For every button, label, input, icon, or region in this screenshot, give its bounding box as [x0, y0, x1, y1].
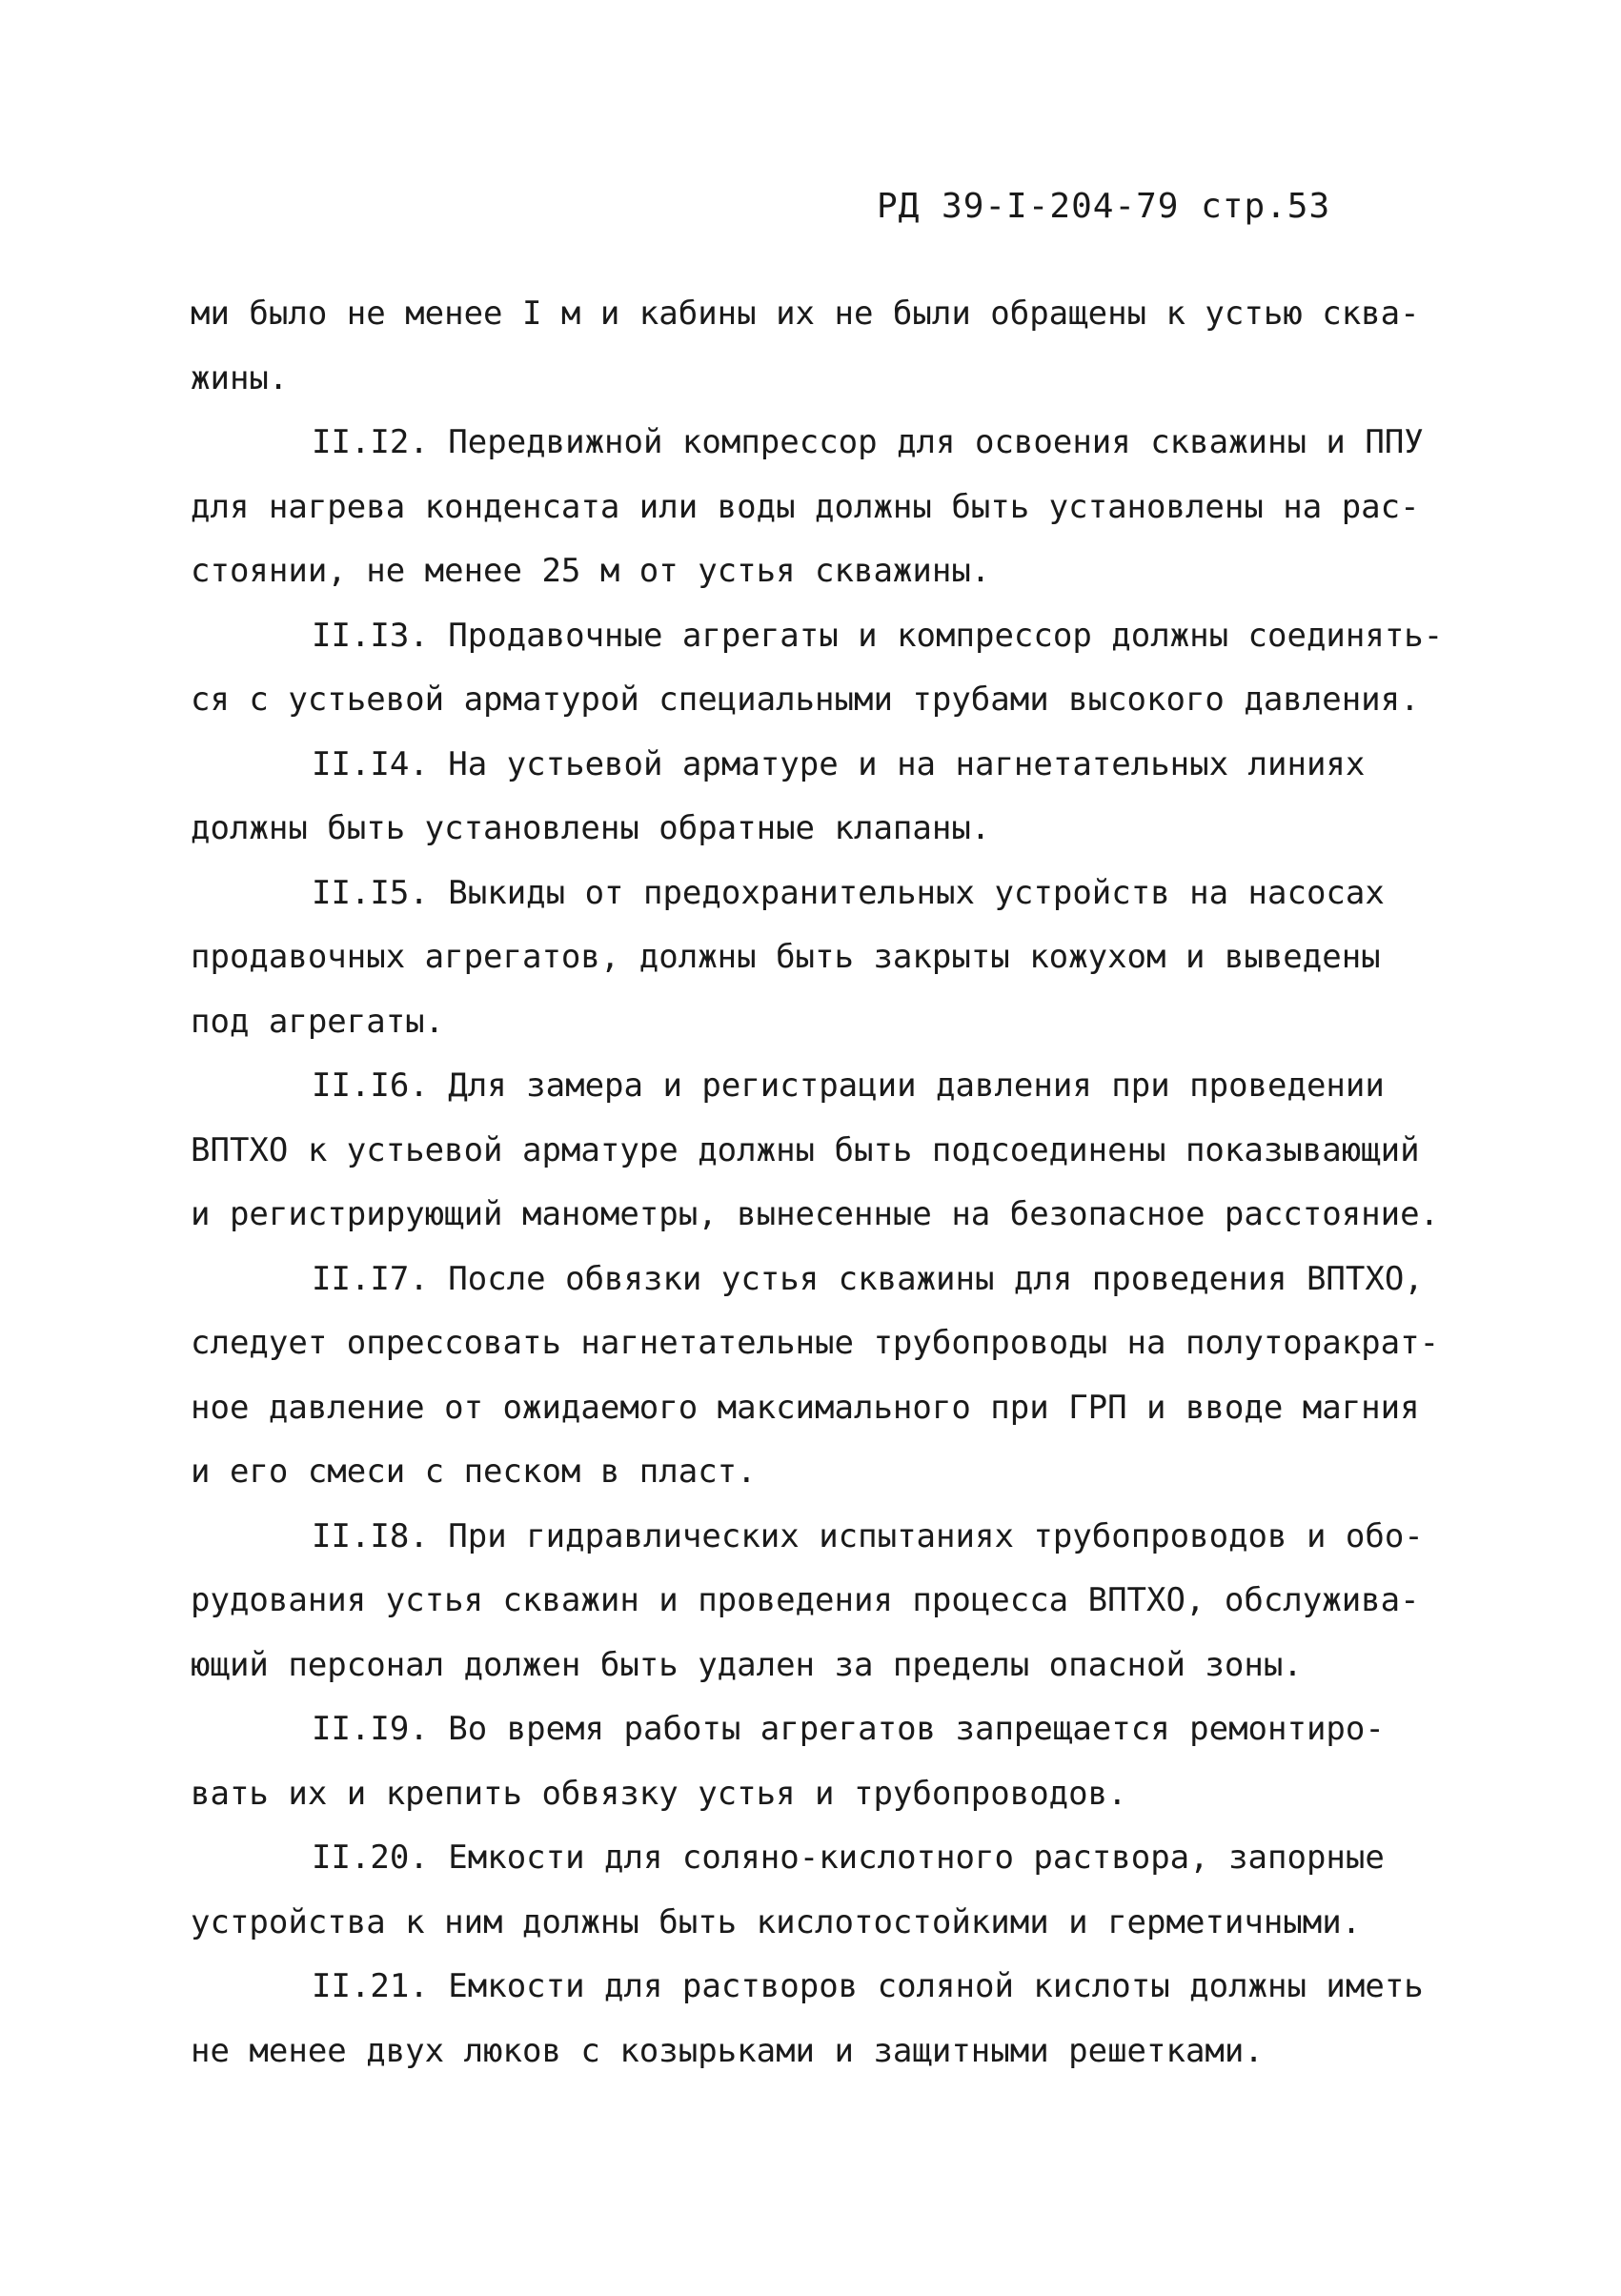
text-line: следует опрессовать нагнетательные трубопроводы на полуторакрат- — [191, 1324, 1440, 1362]
document-body — [191, 282, 1449, 2083]
text-line: ся с устьевой арматурой специальными трубами высокого давления. — [191, 681, 1420, 719]
text-line: для нагрева конденсата или воды должны быть установлены на рас- — [191, 487, 1420, 526]
text-line: вать их и крепить обвязку устья и трубопроводов. — [191, 1774, 1127, 1813]
text-line: стоянии, не менее 25 м от устья скважины. — [191, 552, 991, 590]
text-line: под агрегаты. — [191, 1002, 445, 1041]
text-line: рудования устья скважин и проведения процесса ВПТХО, обслужива- — [191, 1581, 1420, 1619]
page-header: РД 39-I-204-79 стр.53 — [877, 187, 1331, 226]
text-line: II.I6. Для замера и регистрации давления при проведении — [312, 1067, 1385, 1105]
paragraph-11-18 — [191, 1505, 1449, 1698]
text-line: II.I8. При гидравлических испытаниях трубопроводов и обо- — [312, 1516, 1424, 1555]
paragraph-11-14 — [191, 733, 1449, 862]
text-line: II.I9. Во время работы агрегатов запрещается ремонтиро- — [312, 1710, 1385, 1748]
text-line: ми было не менее I м и кабины их не были обращены к устью сква- — [191, 295, 1420, 333]
paragraph-11-19 — [191, 1697, 1449, 1826]
paragraph-11-13 — [191, 604, 1449, 733]
text-line: II.I2. Передвижной компрессор для освоения скважины и ППУ — [312, 423, 1424, 461]
text-line: II.I7. После обвязки устья скважины для проведения ВПТХО, — [312, 1259, 1424, 1298]
paragraph-11-20 — [191, 1826, 1449, 1955]
text-line: ное давление от ожидаемого максимального при ГРП и вводе магния — [191, 1388, 1420, 1427]
text-line: должны быть установлены обратные клапаны. — [191, 809, 991, 847]
paragraph-11-17 — [191, 1248, 1449, 1505]
text-line: устройства к ним должны быть кислотостойкими и герметичными. — [191, 1902, 1362, 1941]
paragraph-continuation — [191, 282, 1449, 411]
text-line: ВПТХО к устьевой арматуре должны быть подсоединены показывающий — [191, 1130, 1420, 1169]
paragraph-11-21 — [191, 1955, 1449, 2083]
text-line: продавочных агрегатов, должны быть закрыты кожухом и выведены — [191, 938, 1381, 976]
text-line: ющий персонал должен быть удален за пределы опасной зоны. — [191, 1645, 1303, 1684]
text-line: II.I3. Продавочные агрегаты и компрессор должны соединять- — [312, 616, 1444, 655]
text-line: не менее двух люков с козырьками и защитными решетками. — [191, 2031, 1264, 2070]
text-line: II.I5. Выкиды от предохранительных устройств на насосах — [312, 873, 1385, 912]
paragraph-11-16 — [191, 1054, 1449, 1248]
paragraph-11-15 — [191, 862, 1449, 1055]
text-line: II.20. Емкости для соляно-кислотного раствора, запорные — [312, 1839, 1385, 1877]
text-line: II.I4. На устьевой арматуре и на нагнетательных линиях — [312, 744, 1366, 783]
text-line: и регистрирующий манометры, вынесенные на безопасное расстояние. — [191, 1195, 1440, 1233]
text-line: жины. — [191, 358, 289, 397]
text-line: и его смеси с песком в пласт. — [191, 1453, 757, 1491]
paragraph-11-12 — [191, 411, 1449, 604]
text-line: II.21. Емкости для растворов соляной кислоты должны иметь — [312, 1967, 1424, 2005]
